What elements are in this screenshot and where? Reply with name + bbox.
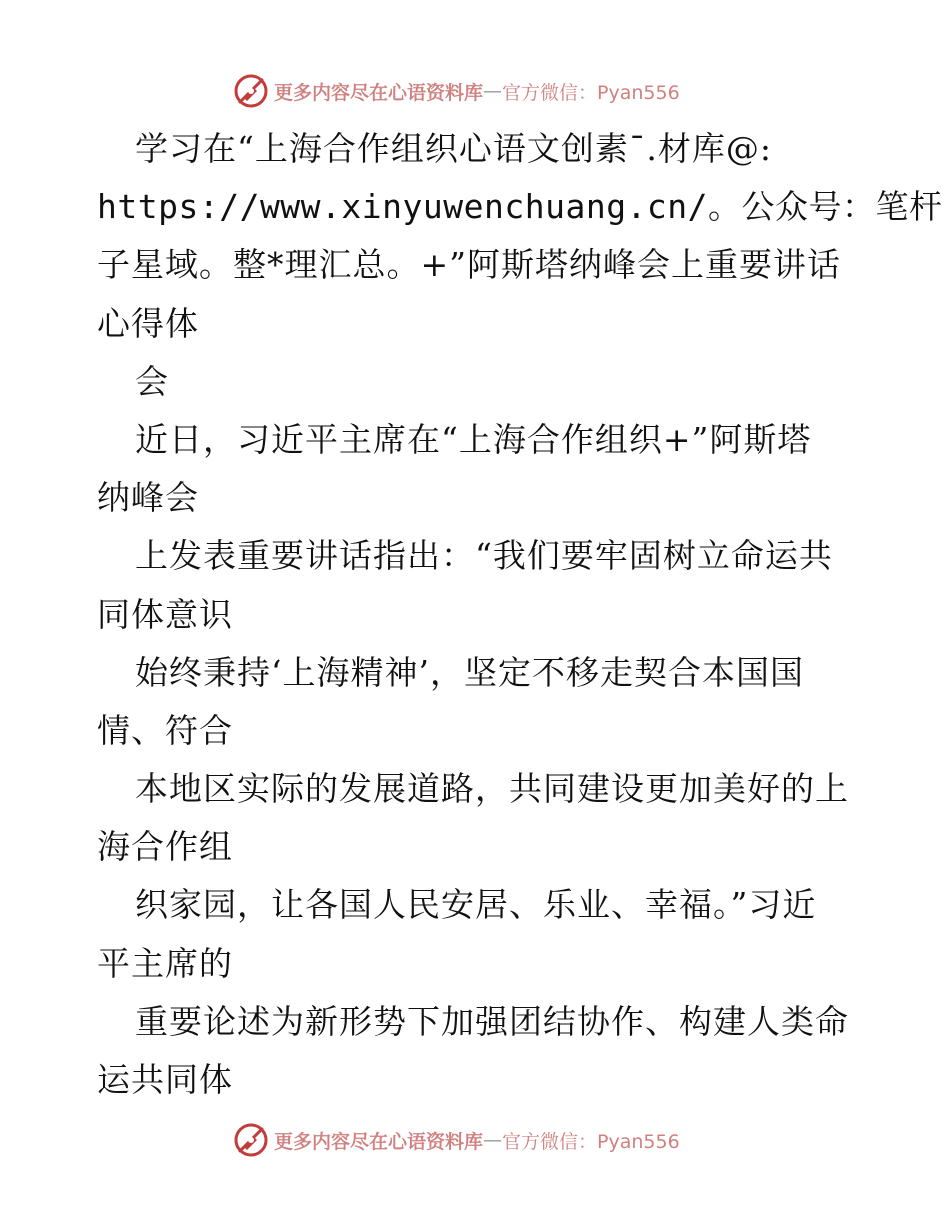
text-line: 始终秉持‘上海精神’，坚定不移走契合本国国: [135, 652, 804, 692]
text-line: 海合作组: [97, 827, 233, 867]
text-line: 本地区实际的发展道路，共同建设更加美好的上: [135, 769, 849, 809]
watermark-footer: [232, 1120, 680, 1160]
text-line: 会: [135, 361, 169, 401]
watermark-contact-text: 官方微信：Pyan556: [502, 1130, 680, 1153]
text-line: 同体意识: [97, 594, 233, 634]
watermark-contact-text: 官方微信：Pyan556: [502, 81, 680, 104]
watermark-brand-text: 更多内容尽在心语资料库: [274, 81, 484, 104]
text-line: 情、符合: [97, 710, 233, 750]
watermark-separator: —: [483, 1129, 503, 1151]
text-line: 近日，习近平主席在“上海合作组织+”阿斯塔: [135, 419, 812, 459]
watermark-brand-text: 更多内容尽在心语资料库: [274, 1130, 484, 1153]
document-body: [97, 120, 943, 1109]
text-line: https://www.xinyuwenchuang.cn/。公众号：笔杆: [97, 187, 943, 227]
text-line: 纳峰会: [97, 478, 199, 518]
pen-logo-icon: [232, 72, 270, 110]
pen-logo-icon: [232, 1121, 270, 1159]
watermark-separator: —: [483, 80, 503, 102]
text-line: 心得体: [97, 303, 199, 343]
text-line: 上发表重要讲话指出：“我们要牢固树立命运共: [135, 536, 833, 576]
text-line: 织家园，让各国人民安居、乐业、幸福。”习近: [135, 885, 817, 925]
watermark-header: [232, 71, 680, 111]
text-line: 子星域。整*理汇总。+”阿斯塔纳峰会上重要讲话: [97, 245, 842, 285]
text-line: 平主席的: [97, 943, 233, 983]
text-line: 重要论述为新形势下加强团结协作、构建人类命: [135, 1001, 849, 1041]
text-line: 学习在“上海合作组织心语文创素¯.材库@:: [135, 129, 772, 168]
text-line: 运共同体: [97, 1060, 233, 1099]
